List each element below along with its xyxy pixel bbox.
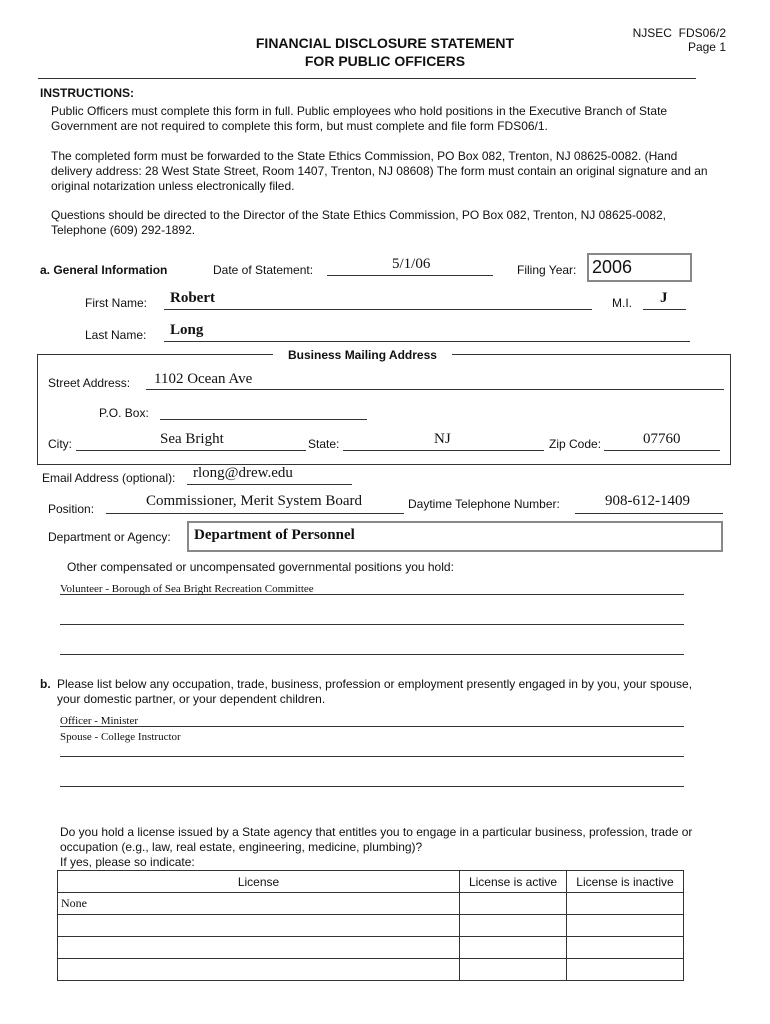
first-name-value: Robert — [170, 290, 215, 306]
state-label: State: — [308, 437, 340, 451]
license-active-cell[interactable] — [460, 937, 567, 959]
other-positions-line-2[interactable] — [60, 624, 684, 625]
license-inactive-cell[interactable] — [567, 893, 684, 915]
department-field[interactable] — [187, 521, 723, 552]
po-box-field[interactable] — [160, 419, 367, 420]
license-active-cell[interactable] — [460, 915, 567, 937]
email-field[interactable] — [187, 484, 352, 485]
section-b-prompt: Please list below any occupation, trade, business, profession or employment presently engaged in by you, your spouse, your domestic partner, or your dependent children. — [57, 677, 693, 706]
position-label: Position: — [48, 502, 95, 516]
last-name-label: Last Name: — [85, 328, 147, 342]
department-label: Department or Agency: — [48, 530, 171, 544]
street-field[interactable] — [146, 389, 724, 390]
license-prompt-2: If yes, please so indicate: — [60, 855, 195, 869]
form-id: NJSEC FDS06/2 — [632, 26, 726, 40]
table-row — [58, 937, 684, 959]
section-a-label: a. General Information — [40, 263, 168, 277]
license-cell[interactable]: None — [58, 893, 460, 915]
department-value: Department of Personnel — [194, 527, 355, 543]
other-positions-value-1: Volunteer - Borough of Sea Bright Recreation Committee — [60, 583, 314, 595]
last-name-value: Long — [170, 322, 204, 338]
other-positions-prompt: Other compensated or uncompensated governmental positions you hold: — [67, 560, 454, 574]
email-label: Email Address (optional): — [42, 471, 176, 485]
instructions-heading: INSTRUCTIONS: — [40, 86, 134, 100]
date-label: Date of Statement: — [213, 263, 314, 277]
occupation-value-1: Officer - Minister — [60, 715, 138, 727]
license-header-inactive: License is inactive — [567, 871, 684, 893]
license-cell[interactable] — [58, 937, 460, 959]
table-row — [58, 915, 684, 937]
zip-label: Zip Code: — [549, 437, 602, 451]
position-field[interactable] — [106, 513, 404, 514]
license-header-license: License — [58, 871, 460, 893]
page-number: Page 1 — [687, 40, 726, 54]
position-value: Commissioner, Merit System Board — [146, 493, 363, 509]
mi-field[interactable] — [643, 309, 686, 310]
date-value: 5/1/06 — [392, 256, 431, 272]
phone-value: 908-612-1409 — [605, 493, 690, 509]
state-field[interactable] — [343, 450, 544, 451]
business-address-heading: Business Mailing Address — [273, 348, 452, 362]
city-field[interactable] — [76, 450, 306, 451]
instructions-paragraph-3: Questions should be directed to the Director of the State Ethics Commission, PO Box 082, Trenton, NJ 08625-0082, Telephone (609) 292-1892. — [51, 208, 666, 237]
title-line-1: FINANCIAL DISCLOSURE STATEMENT — [255, 35, 515, 51]
street-label: Street Address: — [48, 376, 131, 390]
table-row — [58, 893, 684, 915]
occupation-line-2[interactable] — [60, 756, 684, 757]
zip-field[interactable] — [604, 450, 720, 451]
license-active-cell[interactable] — [460, 959, 567, 981]
mi-value: J — [660, 290, 668, 306]
last-name-field[interactable] — [164, 341, 690, 342]
form-meta — [633, 26, 726, 54]
license-inactive-cell[interactable] — [567, 915, 684, 937]
license-inactive-cell[interactable] — [567, 959, 684, 981]
license-header-active: License is active — [460, 871, 567, 893]
occupation-line-1[interactable] — [60, 726, 684, 727]
date-field[interactable] — [327, 275, 493, 276]
header-divider — [38, 78, 696, 79]
title-line-2: FOR PUBLIC OFFICERS — [304, 53, 466, 69]
other-positions-line-3[interactable] — [60, 654, 684, 655]
occupation-value-2: Spouse - College Instructor — [60, 731, 181, 743]
license-prompt: Do you hold a license issued by a State agency that entitles you to engage in a particular business, profession, trade or occupation (e.g., law, real estate, engineering, medicine, plumbing)? — [60, 825, 693, 854]
filing-year-label: Filing Year: — [517, 263, 577, 277]
license-cell[interactable] — [58, 959, 460, 981]
city-label: City: — [48, 437, 72, 451]
zip-value: 07760 — [643, 431, 681, 447]
license-active-cell[interactable] — [460, 893, 567, 915]
po-box-label: P.O. Box: — [99, 406, 149, 420]
license-table-header — [58, 871, 684, 893]
phone-field[interactable] — [575, 513, 723, 514]
occupation-line-3[interactable] — [60, 786, 684, 787]
instructions-paragraph-2: The completed form must be forwarded to the State Ethics Commission, PO Box 082, Trenton, NJ 08625-0082. (Hand delivery address: 28 West State Street, Room 1407, Trenton, NJ 08608) The form must contain an original signature and an original notarization unless electronically filed. — [51, 149, 708, 193]
table-row — [58, 959, 684, 981]
street-value: 1102 Ocean Ave — [154, 371, 253, 387]
license-inactive-cell[interactable] — [567, 937, 684, 959]
first-name-label: First Name: — [85, 296, 148, 310]
email-value: rlong@drew.edu — [193, 465, 293, 481]
state-value: NJ — [434, 431, 451, 447]
license-prompt-block — [60, 825, 700, 870]
filing-year-field[interactable] — [587, 253, 692, 282]
license-table — [57, 870, 684, 981]
form-title — [190, 34, 580, 70]
filing-year-value: 2006 — [592, 257, 633, 277]
first-name-field[interactable] — [164, 309, 592, 310]
section-b-label: b. — [40, 677, 51, 691]
city-value: Sea Bright — [160, 431, 224, 447]
mi-label: M.I. — [612, 296, 632, 310]
instructions-paragraph-1: Public Officers must complete this form in full. Public employees who hold positions in the Executive Branch of State Government are not required to complete this form, but must complete and file form FDS06/1. — [51, 104, 668, 133]
license-cell[interactable] — [58, 915, 460, 937]
phone-label: Daytime Telephone Number: — [408, 497, 560, 511]
